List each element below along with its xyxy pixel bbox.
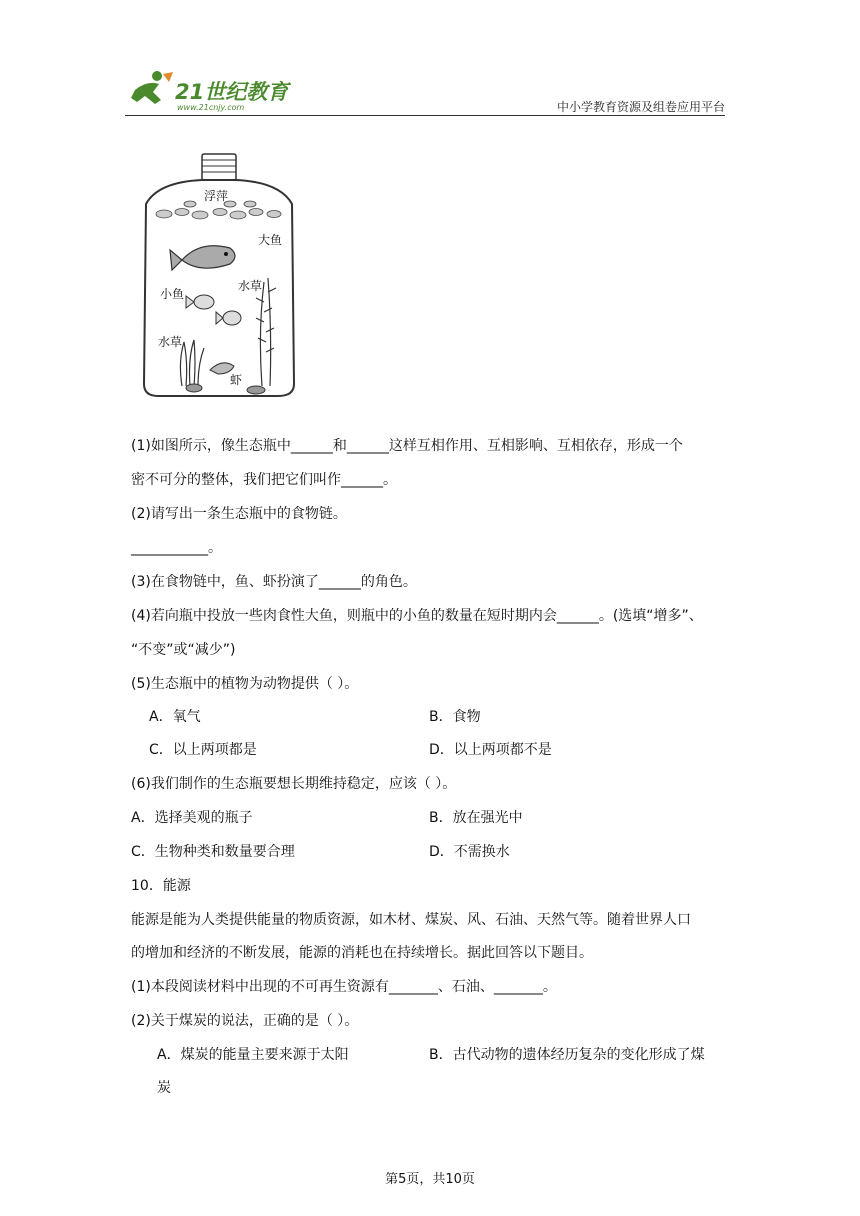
logo-url: www.21cnjy.com xyxy=(177,103,245,112)
q9-6-option-a[interactable]: A．选择美观的瓶子 xyxy=(131,810,253,826)
q9-1-line2: 密不可分的整体，我们把它们叫作______。 xyxy=(131,472,397,488)
eco-bottle-illustration xyxy=(138,152,300,400)
q9-4-line1: (4)若向瓶中投放一些肉食性大鱼，则瓶中的小鱼的数量在短时期内会______。(选填“增多”、 xyxy=(131,608,703,624)
q9-5-option-b[interactable]: B．食物 xyxy=(429,709,481,725)
q9-4-line2: “不变”或“减少”) xyxy=(131,642,236,658)
q10-2: (2)关于煤炭的说法，正确的是（ ）。 xyxy=(131,1013,359,1029)
q10-passage-line1: 能源是能为人类提供能量的物质资源，如木材、煤炭、风、石油、天然气等。随着世界人口 xyxy=(131,912,691,928)
figure-label-small-fish: 小鱼 xyxy=(160,287,185,301)
platform-title: 中小学教育资源及组卷应用平台 xyxy=(556,100,725,114)
figure-label-shrimp: 虾 xyxy=(230,373,243,387)
q10-title: 10．能源 xyxy=(131,878,191,894)
q9-6-option-d[interactable]: D．不需换水 xyxy=(429,844,510,860)
header-divider xyxy=(125,115,725,116)
figure-label-water-plant-left: 水草 xyxy=(158,335,183,349)
figure-label-big-fish: 大鱼 xyxy=(258,233,283,247)
q9-5-option-a[interactable]: A．氧气 xyxy=(149,709,201,725)
q10-1: (1)本段阅读材料中出现的不可再生资源有_______、石油、_______。 xyxy=(131,979,557,995)
q9-5-option-d[interactable]: D．以上两项都不是 xyxy=(429,742,552,758)
q9-3: (3)在食物链中，鱼、虾扮演了______的角色。 xyxy=(131,574,417,590)
q9-1-line1: (1)如图所示，像生态瓶中______和______这样互相作用、互相影响、互相依存，形成一个 xyxy=(131,438,683,454)
figure-label-water-plant-right: 水草 xyxy=(238,279,263,293)
q9-6: (6)我们制作的生态瓶要想长期维持稳定，应该（ ）。 xyxy=(131,776,457,792)
q9-6-option-b[interactable]: B．放在强光中 xyxy=(429,810,523,826)
q10-2-option-b-continuation: 炭 xyxy=(157,1080,171,1096)
q10-2-option-b[interactable]: B．古代动物的遗体经历复杂的变化形成了煤 xyxy=(429,1047,705,1063)
page-header xyxy=(125,62,725,116)
q9-6-option-c[interactable]: C．生物种类和数量要合理 xyxy=(131,844,295,860)
q9-2: (2)请写出一条生态瓶中的食物链。 xyxy=(131,506,347,522)
q9-2-blank: ___________。 xyxy=(131,540,222,556)
q10-passage-line2: 的增加和经济的不断发展，能源的消耗也在持续增长。据此回答以下题目。 xyxy=(131,945,593,961)
figure-label-duckweed: 浮萍 xyxy=(204,189,229,203)
q9-5-option-c[interactable]: C．以上两项都是 xyxy=(149,742,257,758)
q10-2-option-a[interactable]: A．煤炭的能量主要来源于太阳 xyxy=(157,1047,349,1063)
page-number: 第5页，共10页 xyxy=(385,1172,475,1187)
runner-logo-icon xyxy=(125,70,175,110)
q9-5: (5)生态瓶中的植物为动物提供（ ）。 xyxy=(131,676,359,692)
logo-text: 21世纪教育 xyxy=(175,80,289,104)
